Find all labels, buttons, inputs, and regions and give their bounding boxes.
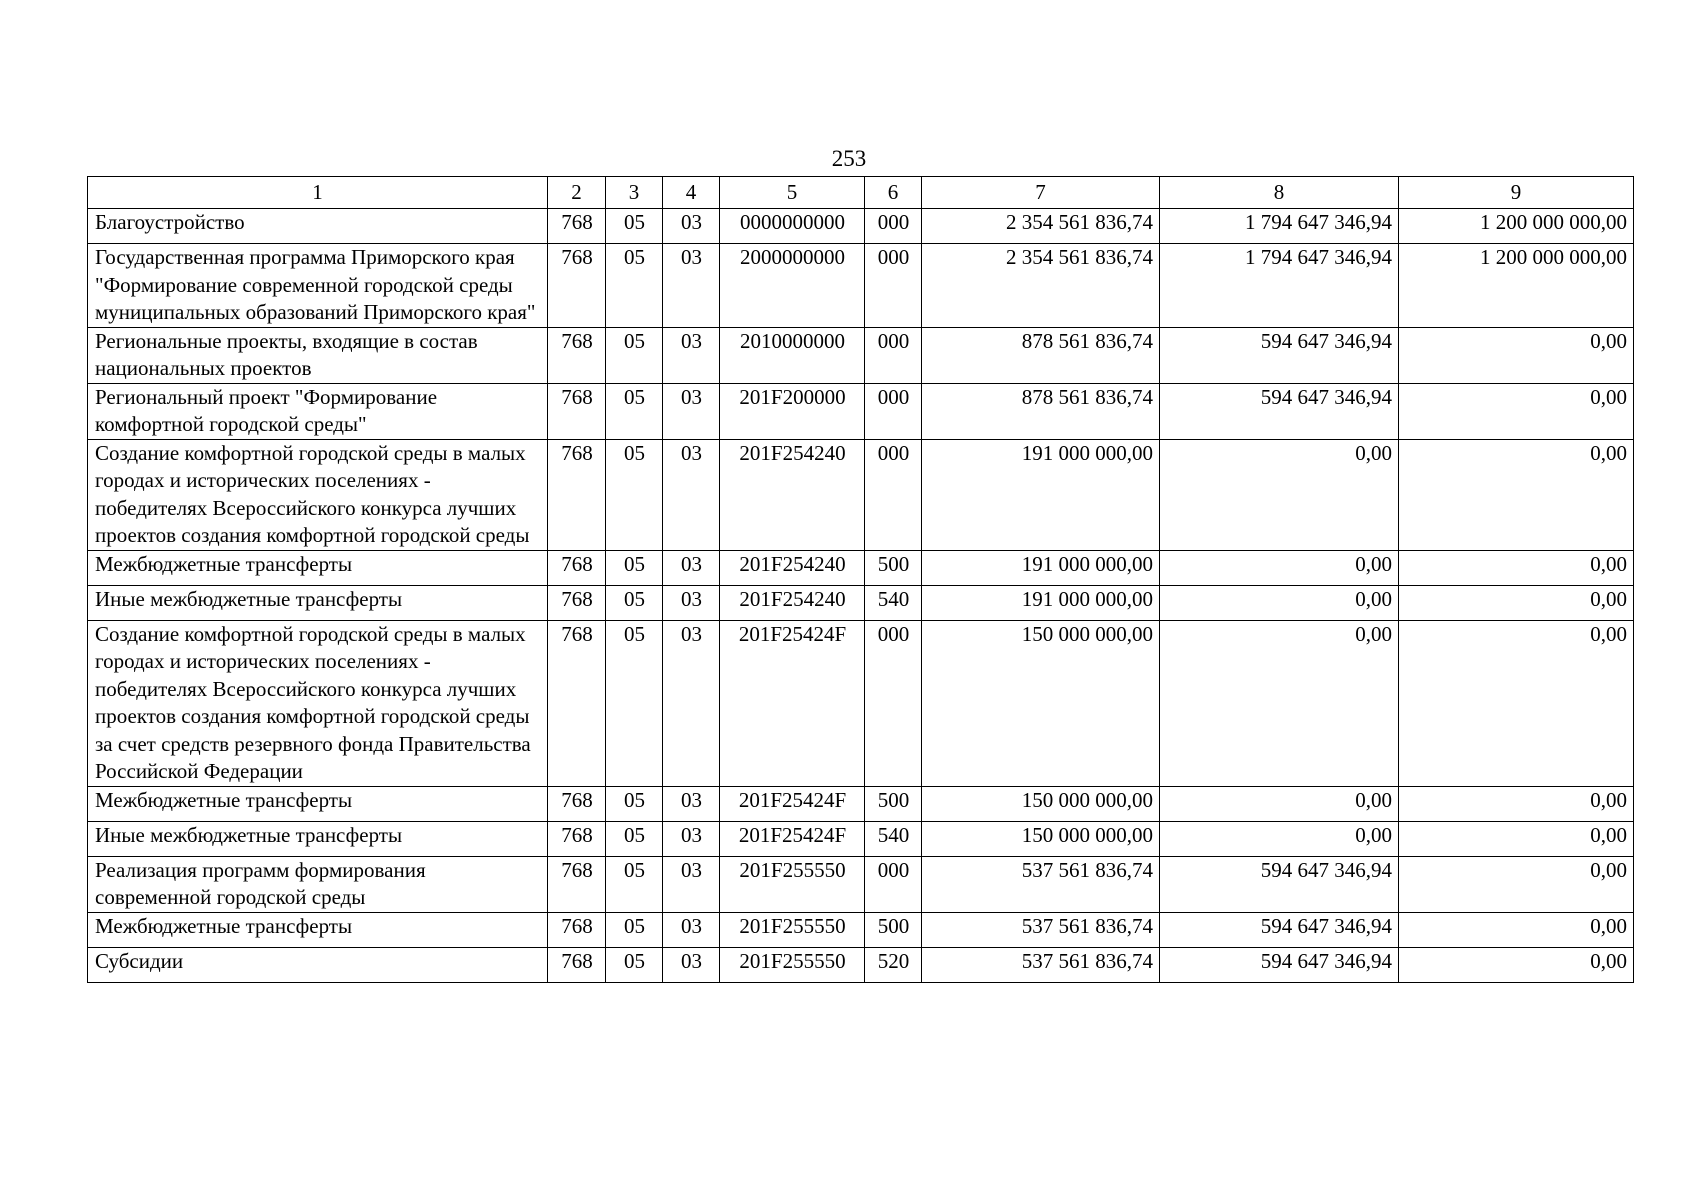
row-col-3: 05 — [606, 327, 663, 383]
row-amount-9: 0,00 — [1399, 856, 1634, 912]
row-col-2: 768 — [548, 327, 606, 383]
table-row — [88, 550, 1634, 585]
row-col-5: 201F25424F — [720, 620, 865, 786]
row-amount-9: 0,00 — [1399, 912, 1634, 947]
row-col-6: 500 — [865, 786, 922, 821]
row-col-4: 03 — [663, 327, 720, 383]
row-amount-7: 150 000 000,00 — [922, 821, 1160, 856]
row-col-4: 03 — [663, 439, 720, 550]
row-amount-9: 0,00 — [1399, 821, 1634, 856]
row-col-4: 03 — [663, 244, 720, 328]
row-amount-8: 0,00 — [1160, 585, 1399, 620]
row-amount-8: 0,00 — [1160, 821, 1399, 856]
row-amount-8: 594 647 346,94 — [1160, 947, 1399, 982]
row-amount-9: 1 200 000 000,00 — [1399, 209, 1634, 244]
row-amount-8: 0,00 — [1160, 550, 1399, 585]
row-col-5: 201F25424F — [720, 821, 865, 856]
row-amount-9: 0,00 — [1399, 786, 1634, 821]
row-amount-9: 0,00 — [1399, 439, 1634, 550]
row-col-5: 201F254240 — [720, 585, 865, 620]
row-col-4: 03 — [663, 383, 720, 439]
row-col-6: 500 — [865, 912, 922, 947]
row-col-6: 520 — [865, 947, 922, 982]
row-amount-7: 191 000 000,00 — [922, 585, 1160, 620]
header-cell: 8 — [1160, 177, 1399, 209]
row-amount-8: 594 647 346,94 — [1160, 856, 1399, 912]
row-col-2: 768 — [548, 209, 606, 244]
row-col-5: 201F25424F — [720, 786, 865, 821]
row-col-3: 05 — [606, 244, 663, 328]
table-row — [88, 209, 1634, 244]
budget-table — [87, 176, 1634, 983]
row-amount-8: 0,00 — [1160, 620, 1399, 786]
row-col-3: 05 — [606, 209, 663, 244]
page-number: 253 — [831, 146, 867, 171]
header-cell: 5 — [720, 177, 865, 209]
table-row — [88, 585, 1634, 620]
table-row — [88, 244, 1634, 328]
table-row — [88, 439, 1634, 550]
row-col-5: 201F200000 — [720, 383, 865, 439]
row-col-6: 000 — [865, 620, 922, 786]
table-row — [88, 327, 1634, 383]
row-amount-8: 594 647 346,94 — [1160, 383, 1399, 439]
row-col-2: 768 — [548, 821, 606, 856]
row-col-6: 000 — [865, 439, 922, 550]
table-row — [88, 821, 1634, 856]
table-row — [88, 912, 1634, 947]
table-body — [88, 209, 1634, 983]
row-amount-9: 0,00 — [1399, 383, 1634, 439]
row-col-6: 000 — [865, 209, 922, 244]
row-col-3: 05 — [606, 383, 663, 439]
row-amount-9: 1 200 000 000,00 — [1399, 244, 1634, 328]
row-amount-7: 537 561 836,74 — [922, 856, 1160, 912]
header-cell: 3 — [606, 177, 663, 209]
table-row — [88, 856, 1634, 912]
row-name: Создание комфортной городской среды в малых городах и исторических поселениях - победителях Всероссийского конкурса лучших проектов создания комфортной городской среды за счет средств резервного фонда Правительства Российской Федерации — [88, 620, 548, 786]
row-col-6: 000 — [865, 244, 922, 328]
row-col-4: 03 — [663, 821, 720, 856]
row-col-5: 201F254240 — [720, 550, 865, 585]
row-amount-8: 1 794 647 346,94 — [1160, 244, 1399, 328]
row-name: Региональный проект "Формирование комфортной городской среды" — [88, 383, 548, 439]
row-col-2: 768 — [548, 856, 606, 912]
row-col-5: 2000000000 — [720, 244, 865, 328]
header-cell: 2 — [548, 177, 606, 209]
table-header — [88, 177, 1634, 209]
row-amount-7: 150 000 000,00 — [922, 786, 1160, 821]
row-col-4: 03 — [663, 947, 720, 982]
row-col-5: 201F255550 — [720, 912, 865, 947]
row-col-5: 201F254240 — [720, 439, 865, 550]
row-amount-8: 0,00 — [1160, 786, 1399, 821]
row-name: Иные межбюджетные трансферты — [88, 585, 548, 620]
row-col-4: 03 — [663, 209, 720, 244]
row-name: Межбюджетные трансферты — [88, 786, 548, 821]
header-cell: 9 — [1399, 177, 1634, 209]
row-amount-7: 150 000 000,00 — [922, 620, 1160, 786]
row-amount-7: 2 354 561 836,74 — [922, 209, 1160, 244]
row-col-3: 05 — [606, 439, 663, 550]
header-cell: 6 — [865, 177, 922, 209]
row-col-2: 768 — [548, 244, 606, 328]
row-col-3: 05 — [606, 947, 663, 982]
row-col-2: 768 — [548, 550, 606, 585]
row-amount-7: 537 561 836,74 — [922, 947, 1160, 982]
row-amount-7: 878 561 836,74 — [922, 383, 1160, 439]
row-col-4: 03 — [663, 912, 720, 947]
row-amount-7: 2 354 561 836,74 — [922, 244, 1160, 328]
row-amount-7: 191 000 000,00 — [922, 550, 1160, 585]
row-amount-8: 1 794 647 346,94 — [1160, 209, 1399, 244]
row-col-2: 768 — [548, 912, 606, 947]
row-col-2: 768 — [548, 786, 606, 821]
row-name: Межбюджетные трансферты — [88, 550, 548, 585]
row-amount-9: 0,00 — [1399, 585, 1634, 620]
header-cell: 7 — [922, 177, 1160, 209]
header-cell: 1 — [88, 177, 548, 209]
row-col-2: 768 — [548, 620, 606, 786]
table-row — [88, 786, 1634, 821]
row-name: Государственная программа Приморского края "Формирование современной городской среды муниципальных образований Приморского края" — [88, 244, 548, 328]
row-col-5: 0000000000 — [720, 209, 865, 244]
row-col-6: 000 — [865, 856, 922, 912]
row-col-3: 05 — [606, 620, 663, 786]
row-col-4: 03 — [663, 856, 720, 912]
row-amount-8: 0,00 — [1160, 439, 1399, 550]
row-amount-9: 0,00 — [1399, 947, 1634, 982]
row-name: Реализация программ формирования современной городской среды — [88, 856, 548, 912]
row-name: Субсидии — [88, 947, 548, 982]
row-col-3: 05 — [606, 856, 663, 912]
row-amount-7: 191 000 000,00 — [922, 439, 1160, 550]
row-col-2: 768 — [548, 439, 606, 550]
row-col-4: 03 — [663, 786, 720, 821]
row-col-2: 768 — [548, 585, 606, 620]
row-name: Создание комфортной городской среды в малых городах и исторических поселениях - победителях Всероссийского конкурса лучших проектов создания комфортной городской среды — [88, 439, 548, 550]
row-col-5: 201F255550 — [720, 856, 865, 912]
row-col-2: 768 — [548, 383, 606, 439]
row-col-3: 05 — [606, 786, 663, 821]
table-row — [88, 383, 1634, 439]
table-row — [88, 620, 1634, 786]
row-col-6: 000 — [865, 327, 922, 383]
table-row — [88, 947, 1634, 982]
row-amount-7: 537 561 836,74 — [922, 912, 1160, 947]
header-row — [88, 177, 1634, 209]
row-name: Региональные проекты, входящие в состав национальных проектов — [88, 327, 548, 383]
row-col-4: 03 — [663, 550, 720, 585]
row-name: Благоустройство — [88, 209, 548, 244]
row-amount-8: 594 647 346,94 — [1160, 327, 1399, 383]
row-amount-9: 0,00 — [1399, 550, 1634, 585]
row-name: Иные межбюджетные трансферты — [88, 821, 548, 856]
row-col-6: 500 — [865, 550, 922, 585]
row-col-3: 05 — [606, 912, 663, 947]
row-col-2: 768 — [548, 947, 606, 982]
row-name: Межбюджетные трансферты — [88, 912, 548, 947]
row-col-3: 05 — [606, 821, 663, 856]
row-col-6: 540 — [865, 585, 922, 620]
row-col-5: 201F255550 — [720, 947, 865, 982]
row-col-5: 2010000000 — [720, 327, 865, 383]
row-amount-8: 594 647 346,94 — [1160, 912, 1399, 947]
row-amount-9: 0,00 — [1399, 620, 1634, 786]
header-cell: 4 — [663, 177, 720, 209]
row-col-3: 05 — [606, 585, 663, 620]
row-col-4: 03 — [663, 620, 720, 786]
row-amount-9: 0,00 — [1399, 327, 1634, 383]
row-amount-7: 878 561 836,74 — [922, 327, 1160, 383]
row-col-3: 05 — [606, 550, 663, 585]
row-col-6: 540 — [865, 821, 922, 856]
row-col-4: 03 — [663, 585, 720, 620]
row-col-6: 000 — [865, 383, 922, 439]
